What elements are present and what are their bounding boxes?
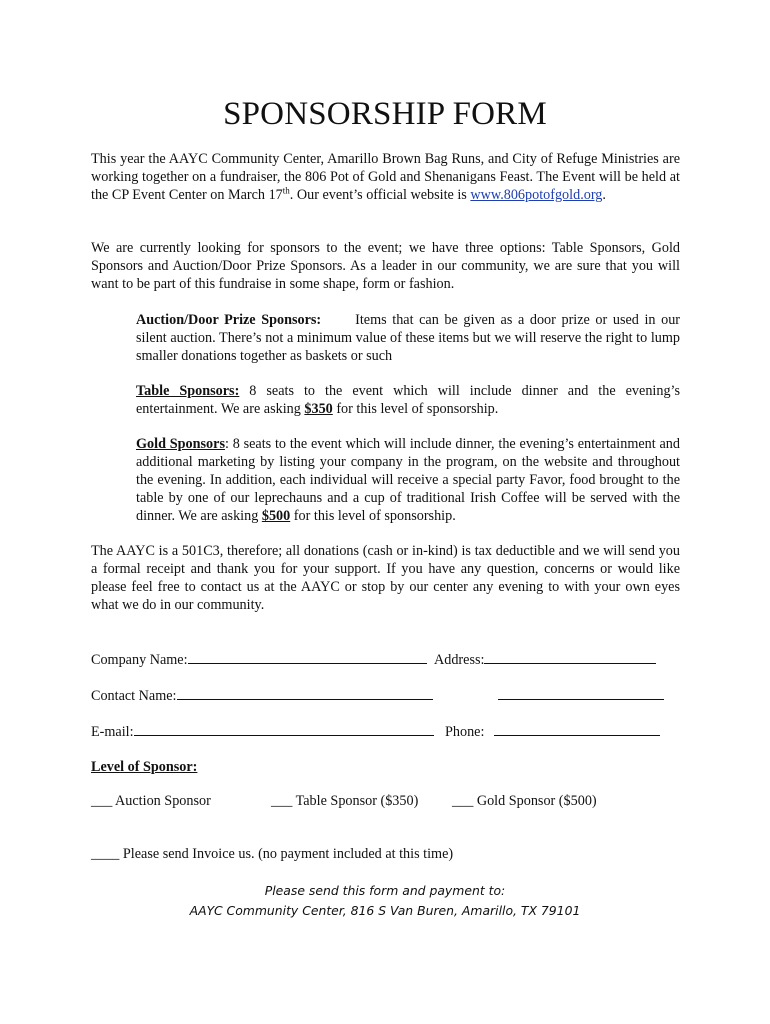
email-field[interactable] (134, 721, 434, 736)
auction-sponsor-paragraph (136, 311, 680, 365)
gold-sponsor-text-2: for this level of sponsorship. (290, 508, 456, 524)
gold-sponsor-heading: Gold Sponsors (136, 436, 225, 452)
auction-sponsor-text: Items that can be given as a door prize or used in our silent auction. There’s not a minimum value of these items but we will reserve the right to lump smaller donations together as baskets or such (136, 312, 681, 364)
company-row (91, 649, 427, 669)
address-line-2-row (498, 685, 664, 705)
intro-text: This year the AAYC Community Center, Amarillo Brown Bag Runs, and City of Refuge Ministries are working together on a fundraiser, the 806 Pot of Gold and Shenanigans Feast. The Event will be held at the CP Event Center on March 17 (91, 151, 680, 203)
tax-deductible-paragraph: The AAYC is a 501C3, therefore; all donations (cash or in-kind) is tax deductible and we will send you a formal receipt and thank you for your support. If you have any question, concerns or would like please feel free to contact us at the AAYC or stop by our center any evening to with your own eyes what we do in our community. (91, 543, 680, 613)
invoice-option[interactable]: ____ Please send Invoice us. (no payment included at this time) (91, 846, 454, 862)
footer-address: AAYC Community Center, 816 S Van Buren, Amarillo, TX 79101 (189, 903, 581, 918)
contact-row (91, 685, 433, 705)
table-sponsor-heading: Table Sponsors: (136, 383, 240, 399)
address-label: Address: (434, 652, 485, 668)
contact-name-label: Contact Name: (91, 688, 177, 704)
table-sponsor-text-2: for this level of sponsorship. (332, 401, 499, 417)
table-sponsor-paragraph (136, 382, 680, 418)
company-name-field[interactable] (188, 649, 427, 664)
intro-superscript: th (282, 185, 290, 196)
auction-sponsor-heading: Auction/Door Prize Sponsors: (136, 312, 322, 328)
website-link[interactable]: www.806potofgold.org (470, 187, 603, 203)
footer-send-to: Please send this form and payment to: (264, 883, 506, 898)
address-row (434, 649, 656, 669)
table-sponsor-text: 8 seats to the event which will include dinner and the evening’s entertainment. We are asking (136, 383, 680, 417)
phone-field[interactable] (494, 721, 660, 736)
intro-text-2: . Our event’s official website is (289, 187, 471, 203)
intro-text-3: . (602, 187, 606, 203)
options-paragraph: We are currently looking for sponsors to the event; we have three options: Table Sponsors, Gold Sponsors and Auction/Door Prize Sponsors. As a leader in our community, we are sure that you will want to be part of this fundraise in some shape, form or fashion. (91, 240, 680, 292)
address-line-2-field[interactable] (498, 685, 664, 700)
table-sponsor-amount: $350 (304, 401, 333, 417)
phone-row (445, 721, 660, 741)
table-sponsor-option[interactable]: ___ Table Sponsor ($350) (271, 793, 419, 809)
gold-sponsor-option[interactable]: ___ Gold Sponsor ($500) (452, 793, 597, 809)
gold-sponsor-text: : 8 seats to the event which will include dinner, the evening’s entertainment and additional marketing by listing your company in the program, on the website and throughout the evening. In addition, each individual will receive a special party Favor, food brought to the table by one of our leprechauns and a cup of traditional Irish Coffee will be served with the dinner. We are asking (136, 436, 680, 524)
contact-name-field[interactable] (177, 685, 433, 700)
phone-label: Phone: (445, 724, 485, 740)
gold-sponsor-paragraph (136, 435, 680, 525)
email-label: E-mail: (91, 724, 134, 740)
email-row (91, 721, 434, 741)
level-of-sponsor-heading: Level of Sponsor: (91, 759, 198, 775)
company-name-label: Company Name: (91, 652, 188, 668)
address-field[interactable] (484, 649, 656, 664)
auction-sponsor-option[interactable]: ___ Auction Sponsor (91, 793, 211, 809)
page-title: SPONSORSHIP FORM (223, 96, 547, 132)
gold-sponsor-amount: $500 (261, 508, 291, 524)
intro-paragraph (91, 150, 680, 204)
